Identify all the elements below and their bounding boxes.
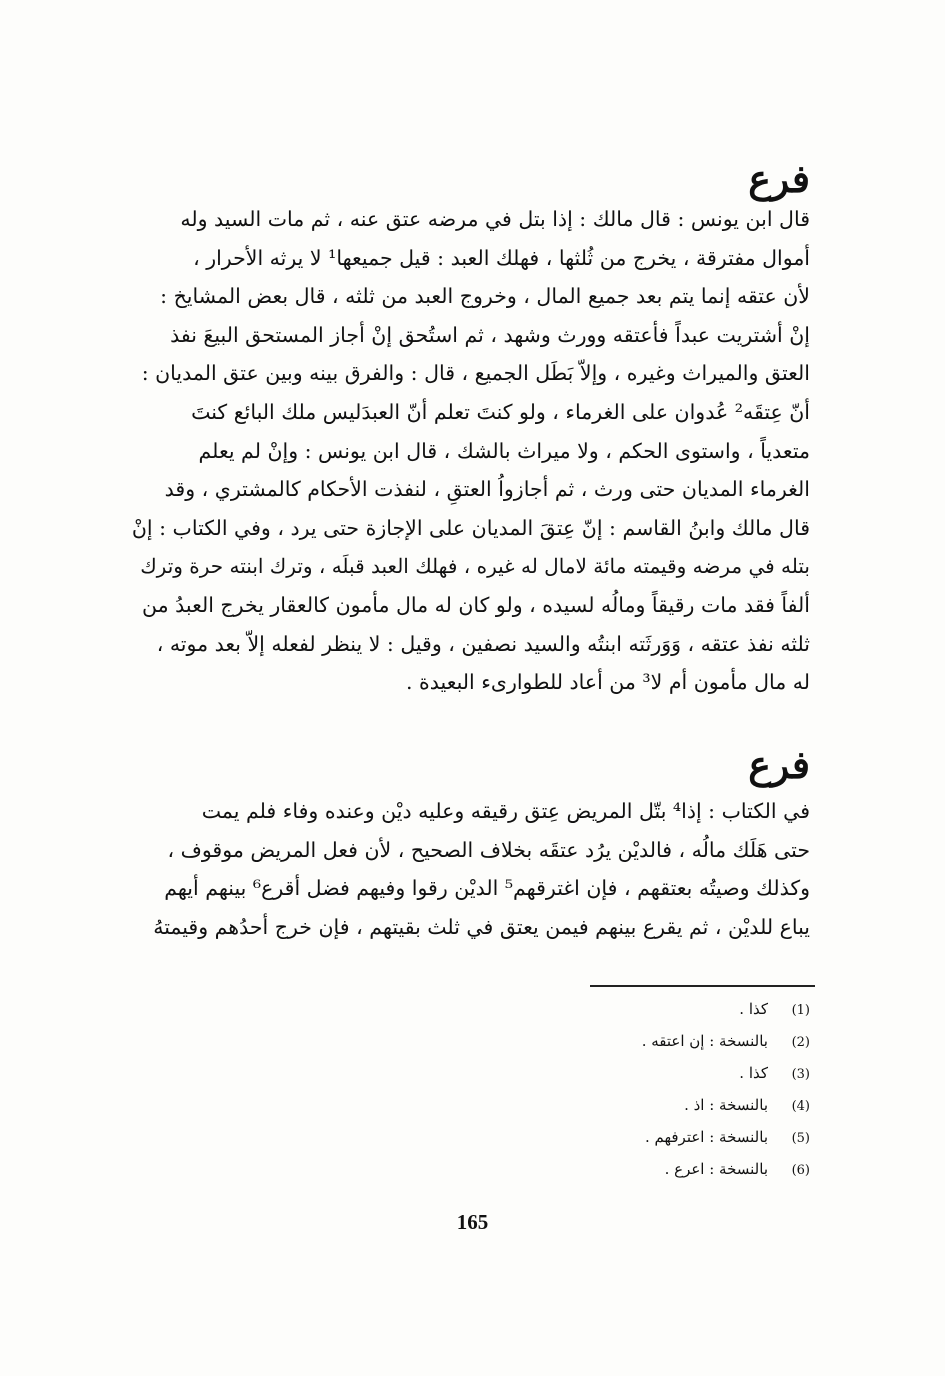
footnote-text: بالنسخة : إن اعتقه .: [641, 1032, 768, 1050]
text-line: الغرماء المديان حتى ورث ، ثم أجازواُ العتقِ ، لنفذت الأحكام كالمشتري ، وقد: [164, 477, 810, 502]
footnote-number: (2): [791, 1035, 810, 1050]
footnote-item: [642, 1128, 810, 1160]
paragraph-2: [130, 792, 810, 946]
text-line: له مال مأمون أم لا³ من أعاد للطوارىء البعيدة .: [406, 670, 810, 695]
text-line: متعدياً ، واستوى الحكم ، ولا ميراث بالشك ، قال ابن يونس : وإنْ لم يعلم: [198, 438, 810, 463]
footnote-item: [642, 1064, 810, 1096]
text-line: ثلثه نفذ عتقه ، وَوَرثَته ابنتُه والسيد نصفين ، وقيل : لا ينظر لفعله إلاّ بعد موته ،: [156, 631, 810, 656]
footnote-number: (5): [791, 1131, 810, 1146]
footnote-text: بالنسخة : اعرع .: [664, 1160, 768, 1178]
text-line: أنّ عِتقَه² عُدوان على الغرماء ، ولو كنتَ تعلم أنّ العبدَليس ملك البائع كنتَ: [191, 399, 810, 424]
paragraph-1: [130, 200, 810, 702]
footnote-item: [642, 1000, 810, 1032]
text-line: حتى هَلَك مالُه ، فالديْن يرُد عتقَه بخلاف الصحيح ، لأن فعل المريض موقوف ،: [167, 837, 810, 862]
footnote-text: بالنسخة : اعترفهم .: [644, 1128, 768, 1146]
section-heading-2: فرع: [748, 742, 810, 787]
text-line: إنْ أشتريت عبداً فأعتقه وورث وشهد ، ثم استُحق إنْ أجاز المستحق البيعَ نفذ: [170, 322, 810, 347]
footnote-text: بالنسخة : اذ .: [684, 1096, 768, 1114]
text-line: لأن عتقه إنما يتم بعد جميع المال ، وخروج العبد من ثلثه ، قال بعض المشايخ :: [160, 284, 810, 309]
text-line: يباع للديْن ، ثم يقرع بينهم فيمن يعتق في ثلث بقيتهم ، فإن خرج أحدُهم وقيمتهُ: [153, 914, 810, 939]
footnote-number: (4): [791, 1099, 810, 1114]
footnote-text: كذا .: [739, 1000, 768, 1018]
footnote-text: كذا .: [739, 1064, 768, 1082]
text-line: ألفاً فقد مات رقيقاً ومالُه لسيده ، ولو كان له مال مأمون كالعقار يخرج العبدُ من: [142, 592, 810, 617]
footnote-item: [642, 1096, 810, 1128]
text-line: في الكتاب : إذا⁴ بتّل المريض عِتق رقيقه وعليه ديْن وعنده وفاء فلم يمت: [201, 799, 810, 823]
footnote-item: [642, 1032, 810, 1064]
text-line: العتق والميراث وغيره ، وإلاّ بَطَل الجميع ، قال : والفرق بينه وبين عتق المديان :: [141, 361, 810, 386]
footnote-number: (6): [791, 1163, 810, 1178]
page-number: 165: [456, 1210, 489, 1234]
text-line: بتله في مرضه وقيمته مائة لامال له غيره ، فهلك العبد قبلَه ، وترك ابنته حرة وترك: [140, 554, 810, 579]
text-line: قال مالك وابنُ القاسم : إنّ عِتقَ المديان على الإجازة حتى يرد ، وفي الكتاب : إنْ: [131, 515, 810, 540]
text-line: أموال مفترقة ، يخرج من ثُلثها ، فهلك العبد : قيل جميعها¹ لا يرثه الأحرار ،: [193, 245, 810, 270]
footnote-divider: [590, 985, 815, 987]
footnote-number: (1): [791, 1003, 810, 1018]
footnote-item: [642, 1160, 810, 1192]
footnote-number: (3): [791, 1067, 810, 1082]
footnotes: [642, 1000, 810, 1192]
text-line: قال ابن يونس : قال مالك : إذا بتل في مرضه عتق عنه ، ثم مات السيد وله: [180, 207, 810, 231]
text-line: وكذلك وصيتُه بعتقهم ، فإن اغترقهم⁵ الديْن رقوا وفيهم فضل أقرع⁶ بينهم أيهم: [164, 876, 810, 901]
section-heading-1: فرع: [748, 156, 810, 201]
